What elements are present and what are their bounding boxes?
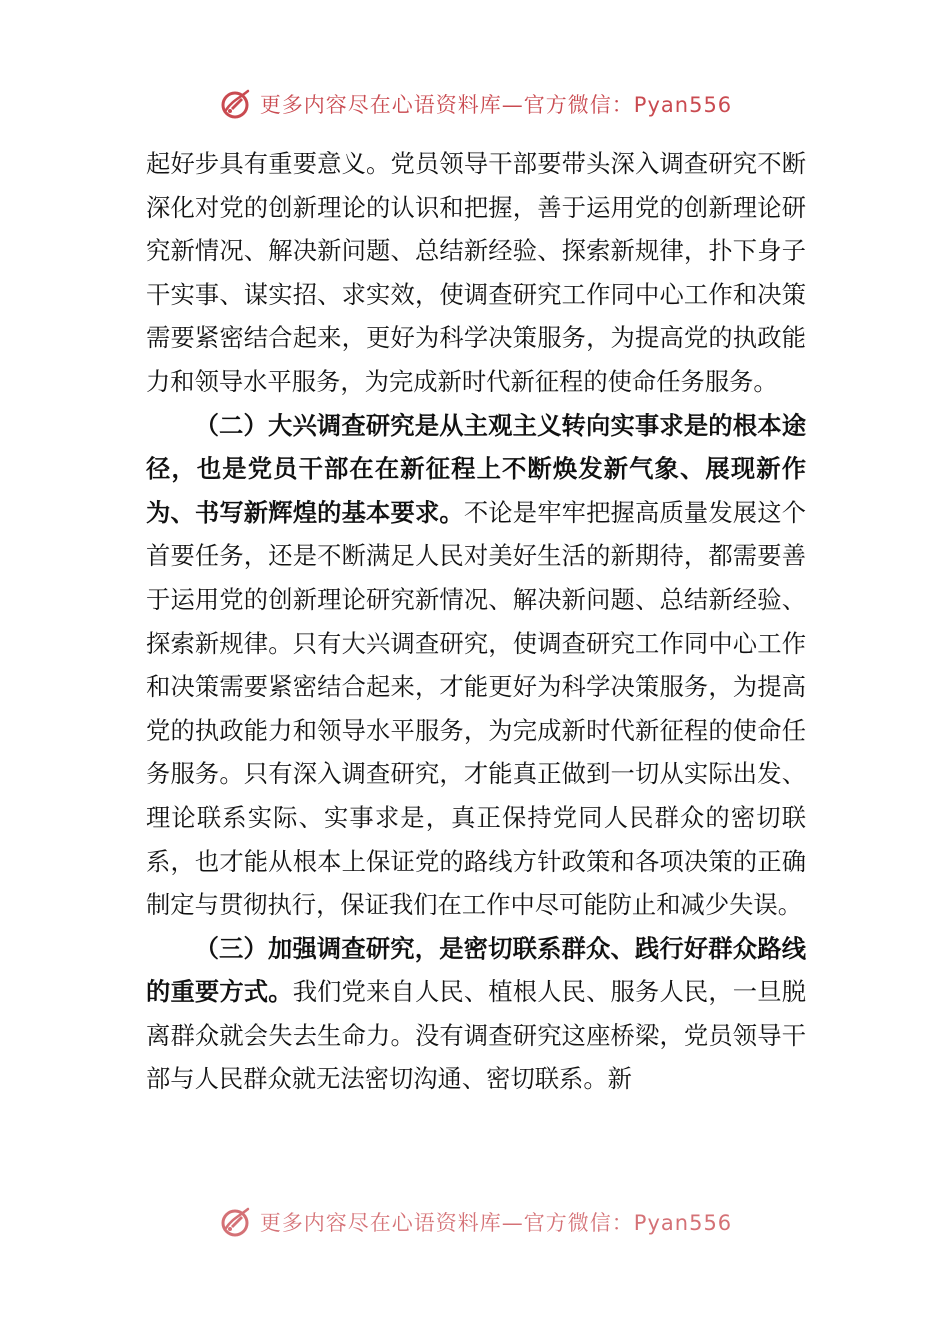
paragraph-heading: （二）大兴调查研究是从主观主义转向实事求是的根本途径，也是党员干部在在新征程上不断焕发新气象、展现新作为、书写新辉煌的基本要求。	[146, 410, 806, 527]
document-body	[146, 142, 806, 1101]
pen-logo-icon	[218, 87, 252, 121]
paragraph-text: 我们党来自人民、植根人民、服务人民，一旦脱离群众就会失去生命力。没有调查研究这座桥梁，党员领导干部与人民群众就无法密切沟通、密切联系。新	[146, 977, 807, 1094]
footer-watermark	[0, 1200, 950, 1244]
paragraph-text: 不论是牢牢把握高质量发展这个首要任务，还是不断满足人民对美好生活的新期待，都需要善于运用党的创新理论研究新情况、解决新问题、总结新经验、探索新规律。只有大兴调查研究，使调查研究工作同中心工作和决策需要紧密结合起来，才能更好为科学决策服务，为提高党的执政能力和领导水平服务，为完成新时代新征程的使命任务服务。只有深入调查研究，才能真正做到一切从实际出发、理论联系实际、实事求是，真正保持党同人民群众的密切联系，也才能从根本上保证党的路线方针政策和各项决策的正确制定与贯彻执行，保证我们在工作中尽可能防止和减少失误。	[146, 497, 807, 920]
header-watermark	[0, 82, 950, 126]
paragraph	[146, 404, 806, 927]
paragraph-text: 起好步具有重要意义。党员领导干部要带头深入调查研究不断深化对党的创新理论的认识和把握，善于运用党的创新理论研究新情况、解决新问题、总结新经验、探索新规律，扑下身子干实事、谋实招、求实效，使调查研究工作同中心工作和决策需要紧密结合起来，更好为科学决策服务，为提高党的执政能力和领导水平服务，为完成新时代新征程的使命任务服务。	[146, 149, 806, 396]
paragraph	[146, 142, 806, 404]
paragraph	[146, 927, 806, 1101]
watermark-text: 更多内容尽在心语资料库—官方微信：Pyan556	[259, 1211, 733, 1235]
paragraph-heading: （三）加强调查研究，是密切联系群众、践行好群众路线的重要方式。	[146, 933, 806, 1007]
pen-logo-icon	[218, 1205, 252, 1239]
watermark-text: 更多内容尽在心语资料库—官方微信：Pyan556	[259, 93, 733, 117]
